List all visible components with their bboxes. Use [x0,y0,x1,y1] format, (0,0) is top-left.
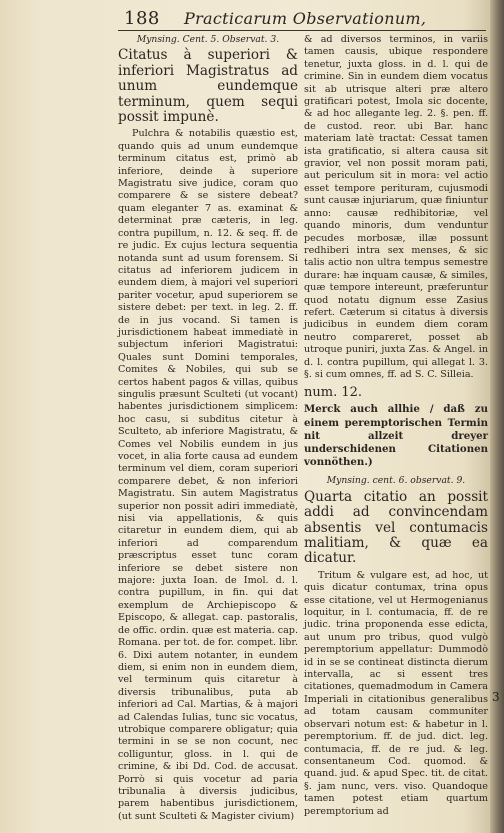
adjacent-page-fragment: 3 [492,690,500,704]
german-note: Merck auch allhie / daß zu einem peremptorischen Termin nit allzeit dreyer underschidenen Citationen vonnöthen.) [304,403,488,469]
source-reference: Mynsing. cent. 6. observat. 9. [326,475,466,487]
marginal-number: num. 12. [304,385,363,401]
right-column [304,34,488,818]
running-title: Practicarum Observationum, [184,9,427,28]
body-paragraph: & ad diversos terminos, in variis tamen causis, ubique respondere tenetur, juxta gloss. in d. l. qui de crimine. Sin in eundem diem vocatus sit ab utrisque alteri præ altero gratificari potest, Imola sic docente, & ad hoc allegante leg. 2. §. pen. ff. de custod. reor. ubi Bar. hanc materiam latè tractat: Cessat tamen ista gratificatio, si altera causa sit gravior, vel non possit moram pati, aut periculum sit in mora: vel actio esset tempore perituram, cujusmodi sunt causæ injuriarum, quæ finiuntur anno: causæ redhibitoriæ, vel quando minoris, dum venduntur pecudes morbosæ, illæ possunt redhiberi intra sex menses, & sic talis actio non ultra tempus semestre durare: hæ inquam causæ, & similes, quæ tempore intereunt, præferuntur quod notatu dignum esse Zasius refert. Cæterum si citatus à diversis judicibus in eundem diem coram neutro compareret, posset ab utroque puniri, juxta Zas. & Angel. in d. l. contra pupillum, qui allegat l. 3. §. si cum omnes, ff. ad S. C. Silleia. [304,34,488,380]
page-number: 188 [124,8,160,29]
book-gutter [490,0,504,833]
source-reference: Mynsing. Cent. 5. Observat. 3. [136,34,280,45]
page-header [110,8,490,30]
header-rule [118,30,486,31]
section-heading: Quarta citatio an possit addi ad convincendam absentis vel contumacis malitiam, & quæ ea dicatur. [304,488,488,567]
section-heading: Citatus à superiori & inferiori Magistratus ad unum eundemque terminum, quem sequi possit impunè. [118,47,298,126]
body-paragraph: Tritum & vulgare est, ad hoc, ut quis dicatur contumax, trina opus esse citatione, vel ut Hermogenianus loquitur, in l. contumacia, ff. de re judic. trina proponenda esse edicta, aut unum pro tribus, quod vulgò peremptorium appellatur: Dummodò id in se se contineat distincta dierum intervalla, ac si essent tres citationes, quemadmodum in Camera Imperiali in citationibus generalibus ad totam causam communiter observari notum est: & habetur in l. peremptorium. ff. de jud. dict. leg. contumacia, ff. de re jud. & leg. consentaneum Cod. quomod. & quand. jud. & apud Spec. tit. de citat. §. jam nunc, vers. viso. Quandoque tamen potest etiam quartum peremptorium ad [304,569,488,817]
body-paragraph: Pulchra & notabilis quæstio est, quando quis ad unum eundemque terminum citatus est, primò ab inferiore, deinde à superiore Magistratu sive judice, coram quo comparere & se sistere debeat? quam eleganter 7 as. examinat & determinat præ cæteris, in leg. contra pupillum, n. 12. & seq. ff. de re judic. Ex cujus lectura sequentia notanda sunt ad usum forensem. Si citatus ad inferiorem judicem in eundem diem, à majori vel superiori pariter vocetur, apud superiorem se sistere debet: per text. in leg. 2. ff. de in jus vocand. Si tamen is jurisdictionem habeat immediatè in subjectum inferiori Magistratui: Quales sunt Domini temporales, Comites & Nobiles, qui sub se certos habent pagos & villas, quibus singulis præsunt Sculteti (ut vocant) habentes jurisdictionem simplicem: hoc casu, si subditus citetur à Sculteto, ab inferiore Magistratu, & Comes vel Nobilis eundem in jus vocet, in alia forte causa ad eundem terminum vel diem, coram superiori comparere debet, & non inferiori Magistratu. Sin autem Magistratus superior non possit adiri immediatè, nisi via appellationis, & quis citaretur in eundem diem, qui ab inferiori ad comparendum præscriptus esset tunc coram inferiore se debet sistere non majore: juxta Ioan. de Imol. d. l. contra pupillum, in fin. qui dat exemplum de Archiepiscopo & Episcopo, & allegat. cap. pastoralis, de offic. ordin. quæ est materia. cap. Romana. per tot. de for. compet. libr. 6. Dixi autem notanter, in eundem diem, si enim non in eundem diem, vel terminum quis citaretur à diversis tribunalibus, puta ab inferiori ad Cal. Martias, & à majori ad Calendas Iulias, tunc sic vocatus, utrobique comparere obligatur; quia termini in se se non cocunt, nec colliguntur, gloss. in l. qui de crimine, & ibi Dd. Cod. de accusat. Porrò si quis vocetur ad paria tribunalia à diversis judicibus, parem habentibus jurisdictionem, (ut sunt Sculteti & Magister civium) [118,128,298,822]
left-column [118,34,298,823]
